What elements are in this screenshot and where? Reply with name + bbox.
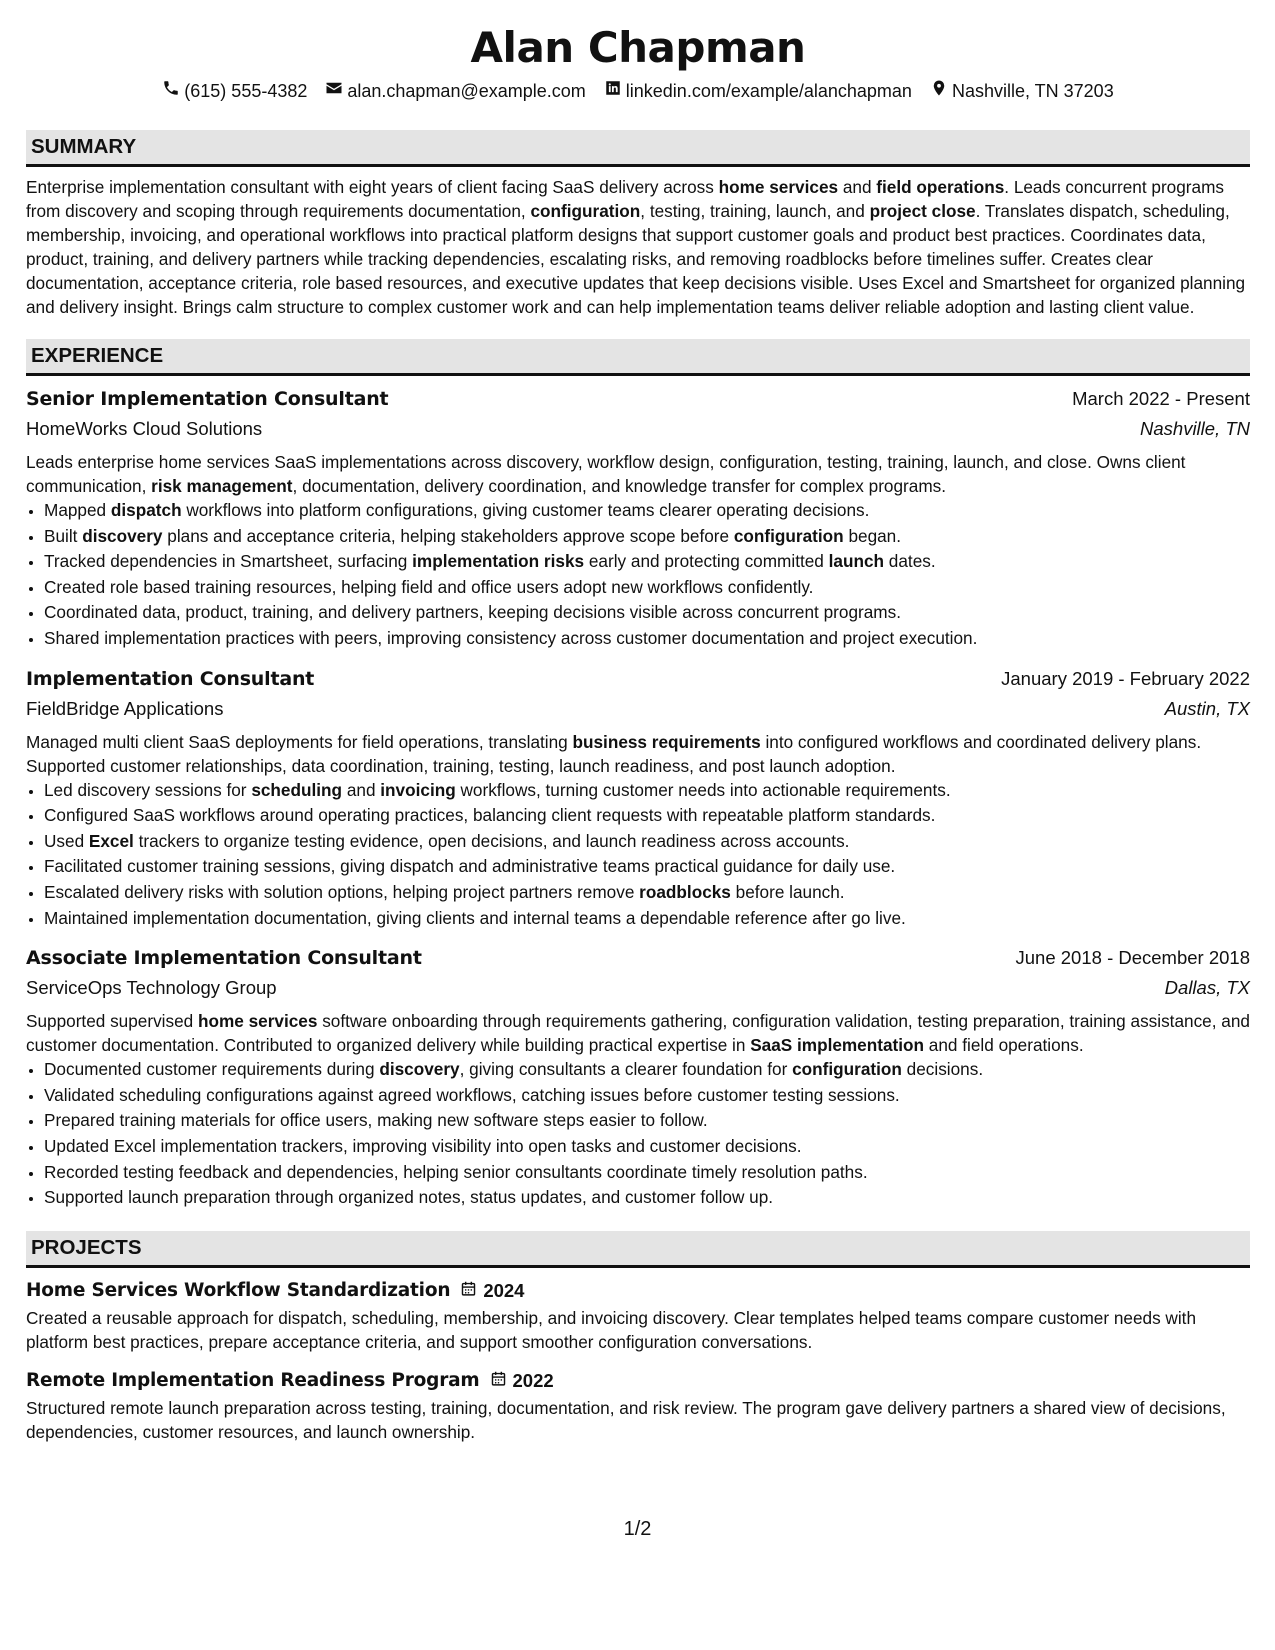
text-run: Documented customer requirements during bbox=[44, 1059, 380, 1080]
bullet-item bbox=[44, 1057, 1250, 1083]
bold-keyword: risk management bbox=[151, 476, 293, 496]
text-run: , documentation, delivery coordination, and knowledge transfer for complex programs. bbox=[292, 476, 947, 496]
text-run: Shared implementation practices with peers, improving consistency across customer documentation and project execution. bbox=[44, 627, 978, 648]
contact-linkedin[interactable] bbox=[604, 78, 912, 104]
job-bullets bbox=[26, 778, 1250, 932]
text-run: trackers to organize testing evidence, open decisions, and launch readiness across accounts. bbox=[133, 830, 850, 851]
project-year bbox=[490, 1366, 554, 1396]
text-run: began. bbox=[843, 525, 902, 546]
calendar-icon bbox=[490, 1366, 507, 1396]
project-title: Home Services Workflow Standardization bbox=[26, 1279, 451, 1301]
text-run: and bbox=[838, 177, 877, 197]
projects-heading: PROJECTS bbox=[26, 1231, 1250, 1268]
job-description bbox=[26, 730, 1250, 778]
bold-keyword: configuration bbox=[530, 201, 641, 221]
job-title: Associate Implementation Consultant bbox=[26, 947, 422, 970]
text-run: Tracked dependencies in Smartsheet, surfacing bbox=[44, 551, 413, 572]
bold-keyword: roadblocks bbox=[639, 881, 731, 902]
text-run: Supported launch preparation through organized notes, status updates, and customer follow up. bbox=[44, 1187, 774, 1208]
summary-text bbox=[26, 175, 1250, 319]
bullet-item bbox=[44, 524, 1250, 550]
bullet-item bbox=[44, 854, 1250, 880]
text-run: early and protecting committed bbox=[584, 551, 829, 572]
job-dates: March 2022 - Present bbox=[1072, 388, 1250, 409]
bullet-item bbox=[44, 1185, 1250, 1211]
bold-keyword: launch bbox=[828, 551, 885, 572]
contact-bar bbox=[26, 78, 1250, 104]
text-run: Leads enterprise home services SaaS implementations across discovery, workflow design, configuration, testing, training, launch, and close. Owns client communication, bbox=[26, 452, 1186, 496]
text-run: , giving consultants a clearer foundation for bbox=[459, 1059, 793, 1080]
text-run: Escalated delivery risks with solution options, helping project partners remove bbox=[44, 881, 640, 902]
bold-keyword: discovery bbox=[82, 525, 163, 546]
job-location: Dallas, TX bbox=[1164, 977, 1250, 999]
text-run: Prepared training materials for office users, making new software steps easier to follow. bbox=[44, 1110, 708, 1131]
bold-keyword: home services bbox=[197, 1011, 318, 1032]
bullet-item bbox=[44, 1108, 1250, 1134]
bullet-item bbox=[44, 906, 1250, 932]
job-title: Implementation Consultant bbox=[26, 667, 315, 690]
job-location: Nashville, TN bbox=[1140, 418, 1250, 439]
bullet-item bbox=[44, 498, 1250, 524]
bold-keyword: implementation risks bbox=[412, 551, 585, 572]
job-dates: June 2018 - December 2018 bbox=[1015, 947, 1250, 969]
bullet-item bbox=[44, 626, 1250, 652]
bold-keyword: scheduling bbox=[251, 779, 343, 800]
text-run: Configured SaaS workflows around operating practices, balancing client requests with repeatable platform standards. bbox=[44, 805, 936, 826]
job-bullets bbox=[26, 498, 1250, 652]
experience-heading: EXPERIENCE bbox=[26, 339, 1250, 376]
bold-keyword: field operations bbox=[876, 177, 1005, 197]
phone-icon bbox=[162, 78, 180, 104]
resume-page bbox=[26, 22, 1250, 1444]
project-entry bbox=[26, 1276, 1250, 1354]
project-year-text: 2022 bbox=[512, 1369, 554, 1391]
text-run: Validated scheduling configurations against agreed workflows, catching issues before customer testing sessions. bbox=[44, 1084, 900, 1105]
text-run: workflows, turning customer needs into actionable requirements. bbox=[455, 779, 951, 800]
calendar-icon bbox=[460, 1276, 477, 1306]
contact-phone bbox=[162, 78, 307, 104]
phone-text: (615) 555-4382 bbox=[184, 81, 308, 101]
project-year-text: 2024 bbox=[483, 1279, 525, 1301]
text-run: before launch. bbox=[730, 881, 845, 902]
bold-keyword: SaaS implementation bbox=[750, 1035, 925, 1056]
bold-keyword: invoicing bbox=[380, 779, 456, 800]
text-run: software onboarding through requirements gathering, configuration validation, testing preparation, training assistance, and customer documentation. Contributed to organized delivery while building practical expertise in bbox=[26, 1011, 1250, 1056]
candidate-name: Alan Chapman bbox=[470, 23, 806, 72]
text-run: dates. bbox=[884, 551, 936, 572]
bold-keyword: dispatch bbox=[110, 500, 182, 520]
location-text: Nashville, TN 37203 bbox=[951, 81, 1114, 101]
job-entry bbox=[26, 384, 1250, 652]
project-title: Remote Implementation Readiness Program bbox=[26, 1369, 480, 1391]
text-run: Enterprise implementation consultant with eight years of client facing SaaS delivery across bbox=[26, 177, 719, 197]
job-bullets bbox=[26, 1057, 1250, 1211]
text-run: Coordinated data, product, training, and delivery partners, keeping decisions visible across concurrent programs. bbox=[44, 602, 901, 623]
bold-keyword: Excel bbox=[88, 830, 134, 851]
text-run: Used bbox=[44, 830, 89, 851]
text-run: . Translates dispatch, scheduling, membership, invoicing, and operational workflows into practical platform designs that support customer goals and product best practices. Coordinates data, product, training, and delivery partners while tracking dependencies, escalating risks, and removing roadblocks before timelines suffer. Creates clear documentation, acceptance criteria, role based resources, and executive updates that keep decisions visible. Uses Excel and Smartsheet for organized planning and delivery insight. Brings calm structure to complex customer work and can help implementation teams deliver reliable adoption and lasting client value. bbox=[26, 201, 1246, 317]
text-run: decisions. bbox=[901, 1059, 984, 1080]
text-run: workflows into platform configurations, giving customer teams clearer operating decisions. bbox=[181, 500, 870, 520]
text-run: Led discovery sessions for bbox=[44, 779, 252, 800]
text-run: , testing, training, launch, and bbox=[640, 201, 870, 221]
email-link[interactable]: alan.chapman@example.com bbox=[347, 81, 586, 101]
job-entry bbox=[26, 943, 1250, 1211]
job-location: Austin, TX bbox=[1164, 697, 1250, 719]
bold-keyword: discovery bbox=[379, 1059, 460, 1080]
summary-heading: SUMMARY bbox=[26, 130, 1250, 167]
bullet-item bbox=[44, 600, 1250, 626]
job-entry bbox=[26, 664, 1250, 932]
bullet-item bbox=[44, 1160, 1250, 1186]
job-company: ServiceOps Technology Group bbox=[26, 977, 277, 999]
page-number: 1/2 bbox=[623, 1518, 652, 1540]
bold-keyword: home services bbox=[718, 177, 839, 197]
bullet-item bbox=[44, 778, 1250, 804]
job-company: FieldBridge Applications bbox=[26, 697, 224, 719]
bullet-item bbox=[44, 880, 1250, 906]
text-run: plans and acceptance criteria, helping stakeholders approve scope before bbox=[162, 525, 734, 546]
bullet-item bbox=[44, 803, 1250, 829]
job-company: HomeWorks Cloud Solutions bbox=[26, 418, 263, 439]
map-pin-icon bbox=[930, 78, 948, 104]
job-title: Senior Implementation Consultant bbox=[26, 388, 389, 410]
text-run: Recorded testing feedback and dependencies, helping senior consultants coordinate timely resolution paths. bbox=[44, 1161, 868, 1182]
text-run: Mapped bbox=[44, 500, 111, 520]
text-run: Updated Excel implementation trackers, improving visibility into open tasks and customer decisions. bbox=[44, 1135, 802, 1156]
project-year bbox=[460, 1276, 524, 1306]
text-run: Maintained implementation documentation, giving clients and internal teams a dependable reference after go live. bbox=[44, 907, 906, 928]
bold-keyword: configuration bbox=[733, 525, 844, 546]
bullet-item bbox=[44, 1134, 1250, 1160]
text-run: Created role based training resources, helping field and office users adopt new workflows confidently. bbox=[44, 576, 814, 597]
bullet-item bbox=[44, 575, 1250, 601]
text-run: and field operations. bbox=[924, 1035, 1084, 1056]
job-description bbox=[26, 450, 1250, 498]
bold-keyword: configuration bbox=[792, 1059, 902, 1080]
text-run: and bbox=[342, 779, 381, 800]
bold-keyword: business requirements bbox=[572, 731, 761, 752]
text-run: Facilitated customer training sessions, giving dispatch and administrative teams practical guidance for daily use. bbox=[44, 856, 896, 877]
text-run: Supported supervised bbox=[26, 1011, 198, 1032]
bold-keyword: project close bbox=[869, 201, 976, 221]
text-run: into configured workflows and coordinated delivery plans. Supported customer relationships, data coordination, training, testing, launch readiness, and post launch adoption. bbox=[26, 731, 1202, 776]
job-dates: January 2019 - February 2022 bbox=[1001, 667, 1250, 689]
contact-location bbox=[930, 78, 1114, 104]
project-description: Created a reusable approach for dispatch, scheduling, membership, and invoicing discovery. Clear templates helped teams compare customer needs with platform best practices, prepare acceptance criteria, and support smoother configuration conversations. bbox=[26, 1307, 1196, 1352]
project-entry bbox=[26, 1366, 1250, 1444]
envelope-icon bbox=[325, 78, 343, 104]
bullet-item bbox=[44, 1083, 1250, 1109]
text-run: Built bbox=[44, 525, 83, 546]
bullet-item bbox=[44, 549, 1250, 575]
job-description bbox=[26, 1009, 1250, 1057]
linkedin-link[interactable]: linkedin.com/example/alanchapman bbox=[625, 81, 912, 101]
project-description: Structured remote launch preparation across testing, training, documentation, and risk review. The program gave delivery partners a shared view of decisions, dependencies, customer resources, and launch ownership. bbox=[26, 1397, 1226, 1442]
bullet-item bbox=[44, 829, 1250, 855]
text-run: . Leads concurrent programs from discovery and scoping through requirements documentation, bbox=[26, 177, 1224, 221]
contact-email[interactable] bbox=[325, 78, 585, 104]
text-run: Managed multi client SaaS deployments for field operations, translating bbox=[26, 731, 573, 752]
linkedin-icon bbox=[604, 78, 622, 104]
